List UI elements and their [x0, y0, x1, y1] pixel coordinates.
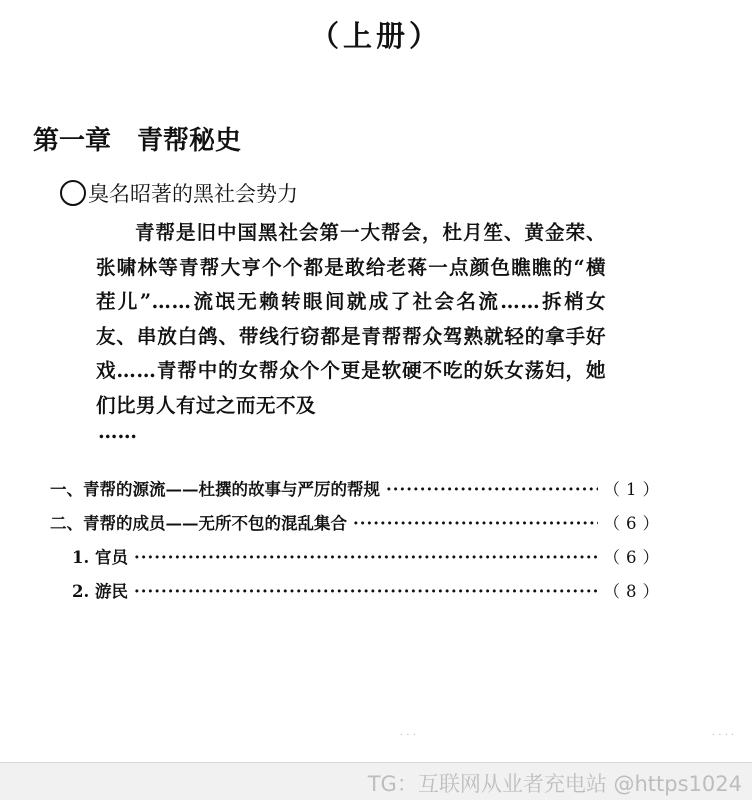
chapter-title: 第一章 青帮秘史 — [33, 126, 242, 156]
toc-leader-dots — [134, 548, 598, 567]
scan-artifact: · · · · — [712, 730, 735, 741]
toc-entry-label: 二、青帮的成员——无所不包的混乱集合 — [50, 514, 347, 533]
toc-page-number: （6） — [603, 514, 665, 533]
toc-entry[interactable] — [50, 476, 665, 510]
toc-leader-dots — [386, 480, 598, 499]
toc-entry-label: 1. 官员 — [72, 548, 128, 567]
toc-page-number: （8） — [603, 582, 665, 601]
toc-page-number: （6） — [603, 548, 665, 567]
scan-artifact: · · · — [400, 730, 416, 741]
section-heading — [60, 178, 298, 208]
toc-entry-label: 2. 游民 — [72, 582, 128, 601]
section-intro-ellipsis: …… — [98, 420, 137, 443]
section-intro: 青帮是旧中国黑社会第一大帮会，杜月笙、黄金荣、张啸林等青帮大亨个个都是敢给老蒋一点颜色瞧瞧的“横茬儿”……流氓无赖转眼间就成了社会名流……拆梢女友、串放白鸽、带线行窃都是青帮帮众驾熟就轻的拿手好戏……青帮中的女帮众个个更是软硬不吃的妖女荡妇，她们比男人有过之而无不及 — [96, 221, 606, 417]
watermark: TG：互联网从业者充电站 @https1024 — [367, 772, 742, 796]
toc-subentry[interactable] — [50, 544, 665, 578]
toc-subentry[interactable] — [50, 578, 665, 612]
section-heading-text: 臭名昭著的黑社会势力 — [88, 182, 298, 206]
toc-entry-label: 一、青帮的源流——杜撰的故事与严厉的帮规 — [50, 480, 380, 499]
toc-entry[interactable] — [50, 510, 665, 544]
toc-leader-dots — [353, 514, 598, 533]
toc-page-number: （1） — [603, 480, 665, 499]
table-of-contents — [50, 476, 665, 612]
circle-icon — [60, 180, 86, 206]
volume-title: （上册） — [309, 19, 442, 53]
toc-leader-dots — [134, 582, 598, 601]
